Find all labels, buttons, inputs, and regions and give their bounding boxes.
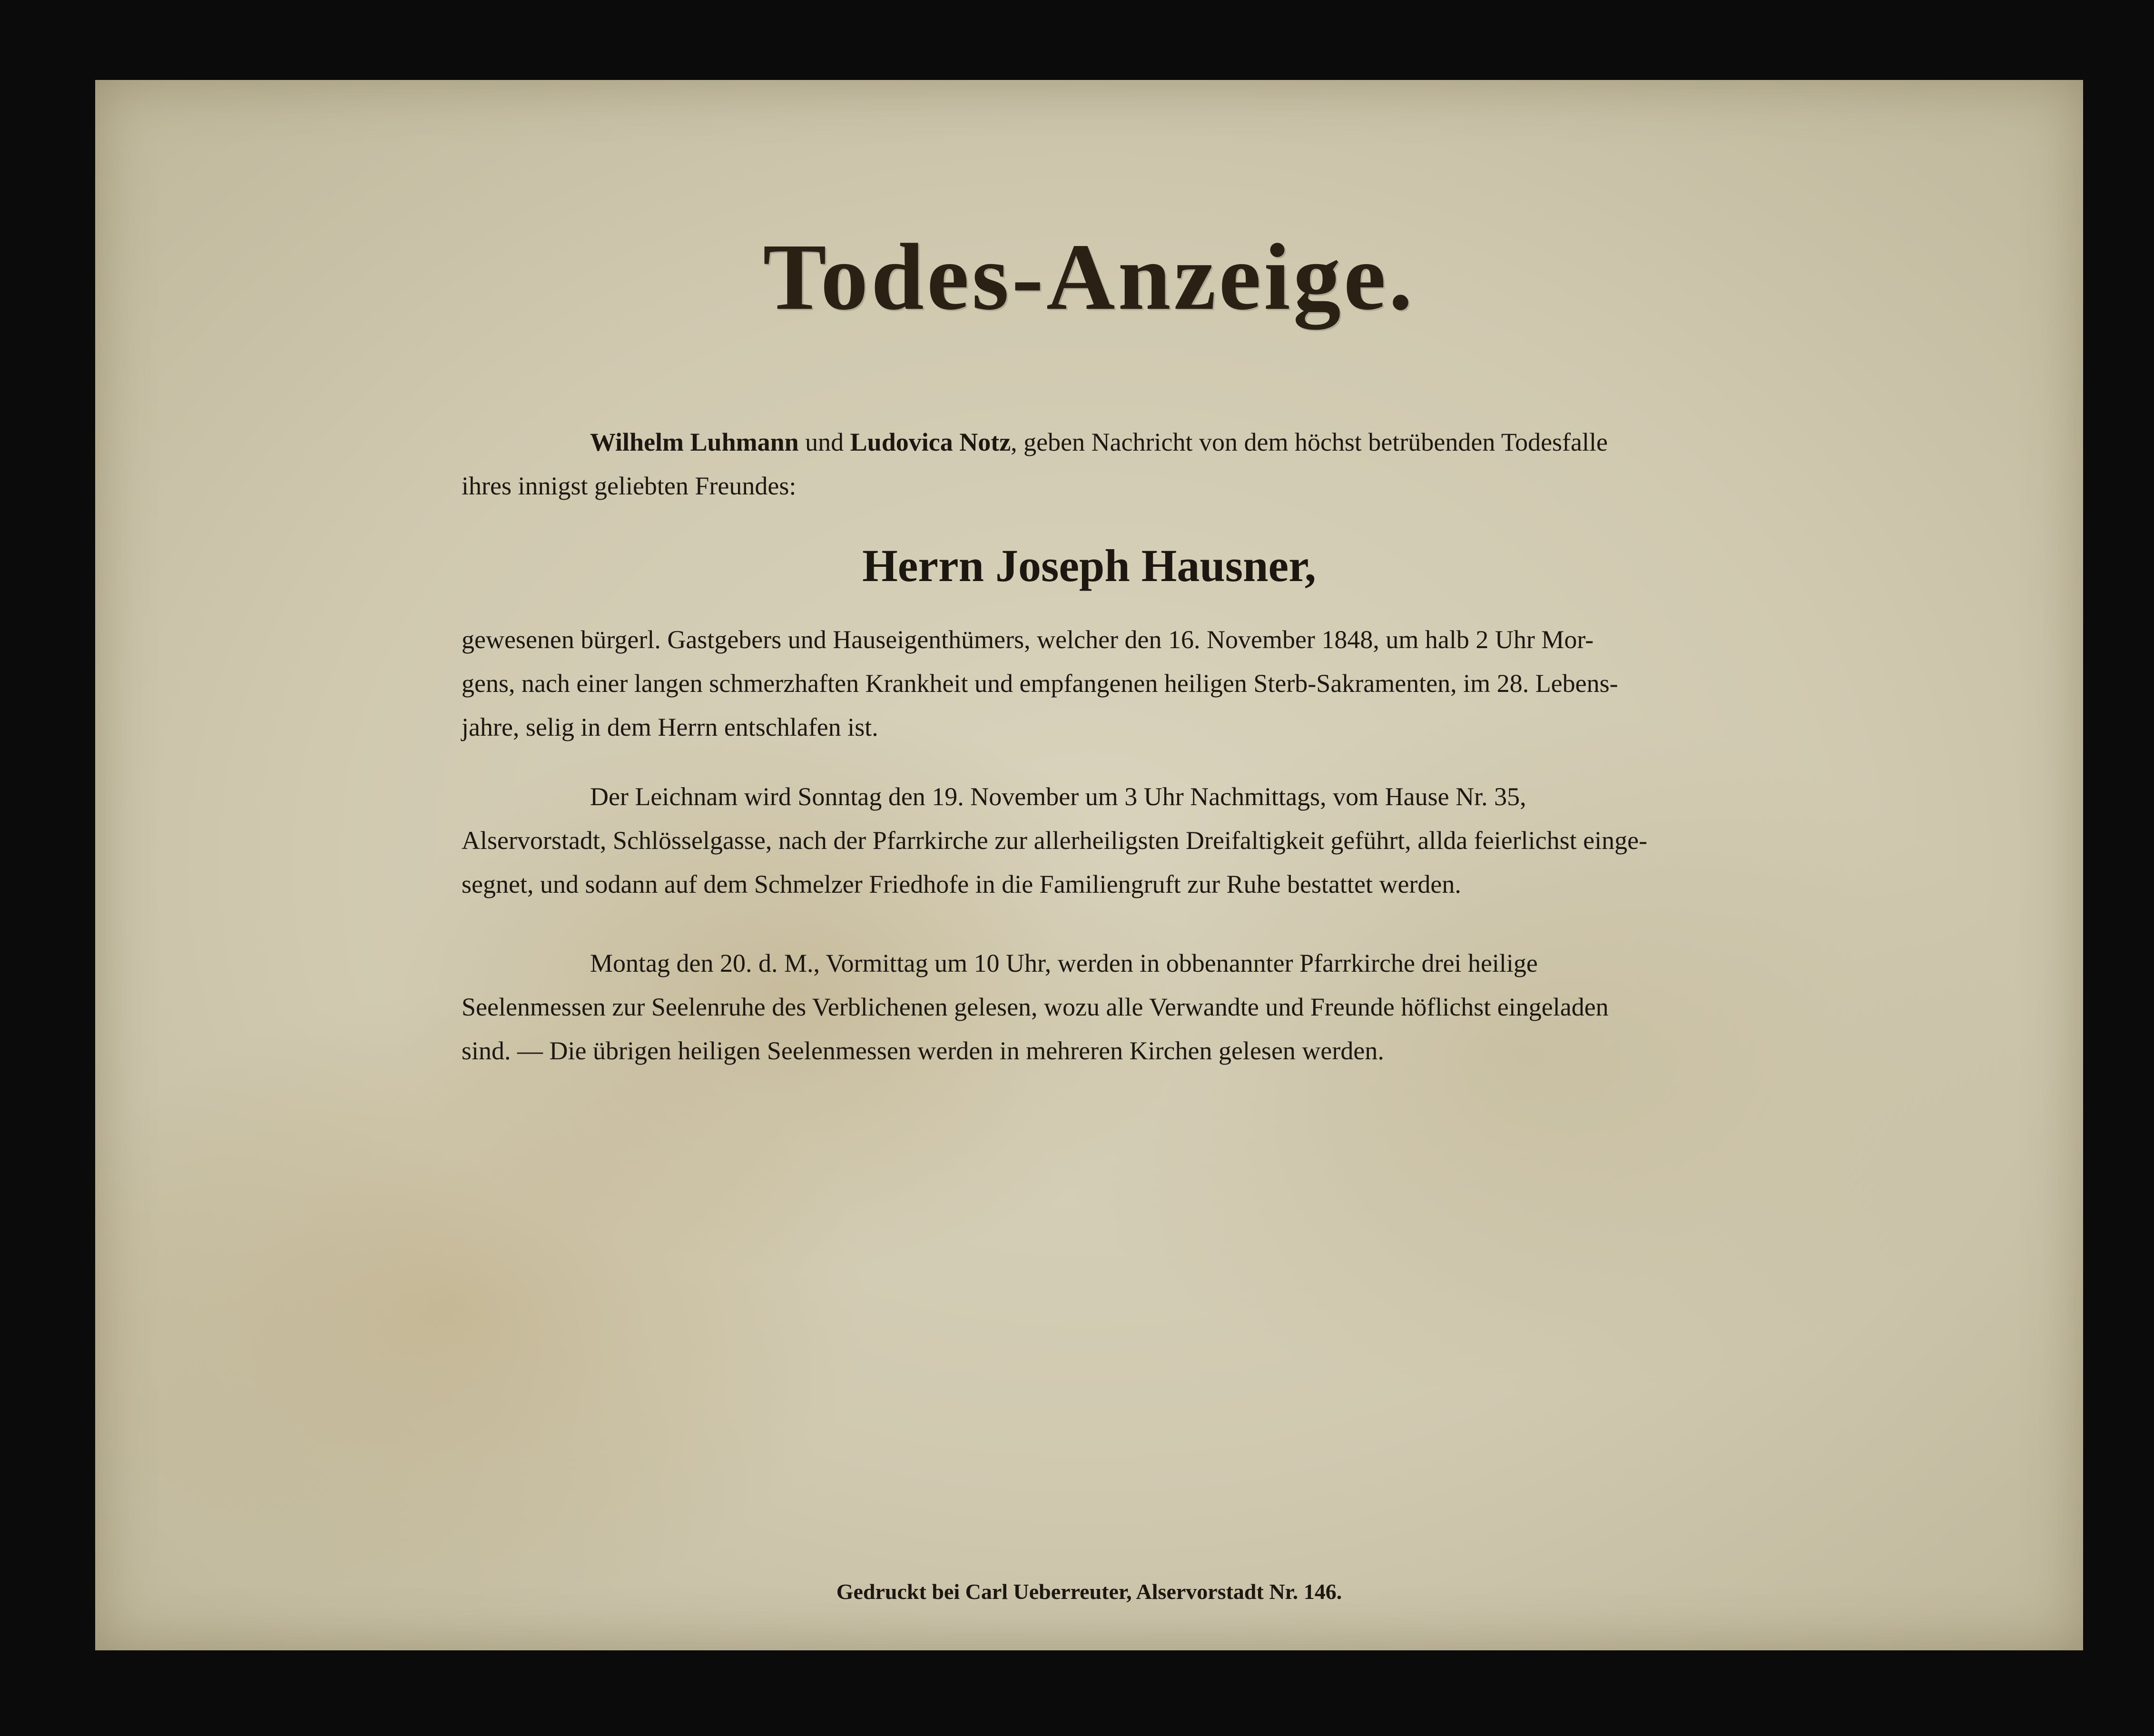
mourner-name-2: Ludovica Notz xyxy=(850,428,1011,456)
funeral-line-1: Der Leichnam wird Sonntag den 19. November um 3 Uhr Nachmittags, vom Hause Nr. 35, xyxy=(590,782,1526,811)
printer-imprint: Gedruckt bei Carl Ueberreuter, Alservorstadt Nr. 146. xyxy=(836,1579,1342,1604)
intro-paragraph xyxy=(462,420,1832,508)
intro-line-1 xyxy=(462,420,1832,464)
mass-paragraph xyxy=(462,941,1832,1073)
document-title: Todes-Anzeige. xyxy=(763,225,1416,330)
biography-line-1: gewesenen bürgerl. Gastgebers und Hauseigenthümers, welcher den 16. November 1848, um halb 2 Uhr Mor- xyxy=(462,625,1594,654)
biography-paragraph xyxy=(462,618,1832,749)
biography-line-2: gens, nach einer langen schmerzhaften Krankheit und empfangenen heiligen Sterb-Sakramenten, im 28. Lebens- xyxy=(462,669,1618,698)
mass-line-1: Montag den 20. d. M., Vormittag um 10 Uhr, werden in obbenannter Pfarrkirche drei heilige xyxy=(590,949,1538,977)
mass-line-3: sind. — Die übrigen heiligen Seelenmessen werden in mehreren Kirchen gelesen werden. xyxy=(462,1036,1384,1065)
deceased-name: Herrn Joseph Hausner, xyxy=(862,540,1316,591)
funeral-line-2: Alservorstadt, Schlösselgasse, nach der Pfarrkirche zur allerheiligsten Dreifaltigkeit geführt, allda feierlichst einge- xyxy=(462,826,1648,855)
mourner-name-1: Wilhelm Luhmann xyxy=(590,428,799,456)
mass-line-2: Seelenmessen zur Seelenruhe des Verblichenen gelesen, wozu alle Verwandte und Freunde höflichst eingeladen xyxy=(462,993,1609,1021)
intro-line-1-rest: , geben Nachricht von dem höchst betrübenden Todesfalle xyxy=(1011,428,1608,456)
funeral-paragraph xyxy=(462,775,1832,906)
intro-line-2: ihres innigst geliebten Freundes: xyxy=(462,472,797,500)
paper-sheet xyxy=(95,80,2083,1650)
funeral-line-3: segnet, und sodann auf dem Schmelzer Friedhofe in die Familiengruft zur Ruhe bestattet werden. xyxy=(462,870,1461,898)
conjunction: und xyxy=(805,428,844,456)
biography-line-3: jahre, selig in dem Herrn entschlafen ist. xyxy=(462,713,878,741)
